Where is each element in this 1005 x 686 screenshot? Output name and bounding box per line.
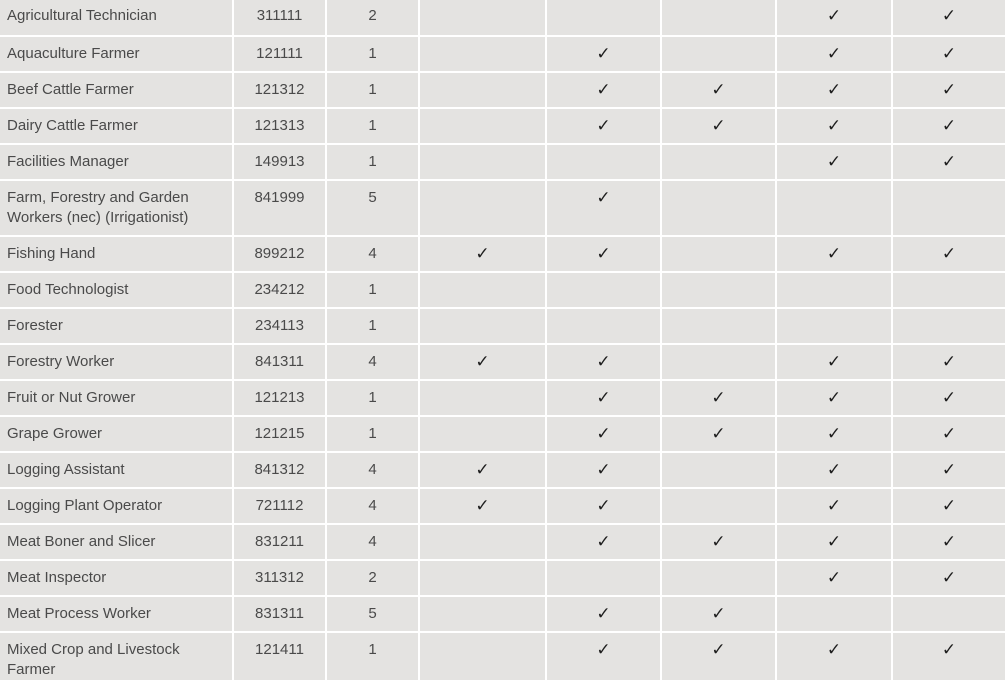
anzsco-code-cell: 121213 — [233, 380, 326, 416]
checkmark-icon: ✓ — [711, 604, 726, 623]
table-row — [0, 560, 1005, 596]
skill-level-cell: 1 — [326, 72, 419, 108]
check-cell — [419, 0, 546, 36]
check-cell — [661, 632, 776, 680]
checkmark-icon: ✓ — [826, 352, 842, 371]
check-cell — [419, 144, 546, 180]
check-cell — [776, 180, 892, 236]
anzsco-code-cell: 899212 — [233, 236, 326, 272]
anzsco-code-cell: 311312 — [233, 560, 326, 596]
table-row — [0, 416, 1005, 452]
check-cell — [776, 72, 892, 108]
check-cell — [892, 380, 1005, 416]
skill-level-cell: 1 — [326, 272, 419, 308]
check-cell — [776, 272, 892, 308]
check-cell — [776, 36, 892, 72]
checkmark-icon: ✓ — [596, 424, 611, 443]
skill-level-cell: 1 — [326, 308, 419, 344]
table-row — [0, 488, 1005, 524]
anzsco-code-cell: 121215 — [233, 416, 326, 452]
checkmark-icon: ✓ — [711, 640, 726, 659]
occupation-cell: Agricultural Technician — [0, 0, 233, 36]
check-cell — [419, 72, 546, 108]
occupation-cell: Meat Inspector — [0, 560, 233, 596]
anzsco-code-cell: 121313 — [233, 108, 326, 144]
checkmark-icon: ✓ — [596, 188, 611, 207]
checkmark-icon: ✓ — [941, 80, 957, 99]
check-cell — [892, 180, 1005, 236]
occupation-cell: Fishing Hand — [0, 236, 233, 272]
checkmark-icon: ✓ — [941, 44, 957, 63]
skill-level-cell: 1 — [326, 380, 419, 416]
checkmark-icon: ✓ — [596, 604, 611, 623]
checkmark-icon: ✓ — [941, 388, 957, 407]
anzsco-code-cell: 831311 — [233, 596, 326, 632]
check-cell — [661, 180, 776, 236]
checkmark-icon: ✓ — [941, 116, 957, 135]
check-cell — [419, 416, 546, 452]
checkmark-icon: ✓ — [941, 152, 957, 171]
checkmark-icon: ✓ — [941, 6, 957, 25]
check-cell — [546, 36, 661, 72]
checkmark-icon: ✓ — [826, 80, 842, 99]
check-cell — [661, 0, 776, 36]
check-cell — [776, 452, 892, 488]
checkmark-icon: ✓ — [826, 6, 842, 25]
checkmark-icon: ✓ — [941, 496, 957, 515]
check-cell — [419, 236, 546, 272]
anzsco-code-cell: 311111 — [233, 0, 326, 36]
checkmark-icon: ✓ — [941, 532, 957, 551]
checkmark-icon: ✓ — [711, 80, 726, 99]
checkmark-icon: ✓ — [941, 568, 957, 587]
table-row — [0, 108, 1005, 144]
checkmark-icon: ✓ — [596, 640, 611, 659]
skill-level-cell: 1 — [326, 632, 419, 680]
check-cell — [776, 344, 892, 380]
check-cell — [546, 344, 661, 380]
check-cell — [546, 308, 661, 344]
check-cell — [776, 308, 892, 344]
check-cell — [546, 72, 661, 108]
check-cell — [776, 108, 892, 144]
check-cell — [661, 488, 776, 524]
anzsco-code-cell: 831211 — [233, 524, 326, 560]
checkmark-icon: ✓ — [475, 244, 490, 263]
occupation-cell: Aquaculture Farmer — [0, 36, 233, 72]
check-cell — [661, 72, 776, 108]
check-cell — [892, 524, 1005, 560]
check-cell — [776, 596, 892, 632]
occupation-cell: Logging Plant Operator — [0, 488, 233, 524]
checkmark-icon: ✓ — [941, 424, 957, 443]
checkmark-icon: ✓ — [596, 460, 611, 479]
check-cell — [661, 524, 776, 560]
check-cell — [892, 308, 1005, 344]
checkmark-icon: ✓ — [826, 460, 842, 479]
check-cell — [892, 344, 1005, 380]
check-cell — [661, 272, 776, 308]
checkmark-icon: ✓ — [941, 352, 957, 371]
skill-level-cell: 1 — [326, 108, 419, 144]
check-cell — [661, 596, 776, 632]
checkmark-icon: ✓ — [596, 352, 611, 371]
anzsco-code-cell: 121111 — [233, 36, 326, 72]
check-cell — [892, 144, 1005, 180]
check-cell — [546, 380, 661, 416]
skill-level-cell: 4 — [326, 524, 419, 560]
check-cell — [419, 524, 546, 560]
anzsco-code-cell: 234212 — [233, 272, 326, 308]
checkmark-icon: ✓ — [826, 44, 842, 63]
check-cell — [546, 0, 661, 36]
anzsco-code-cell: 841311 — [233, 344, 326, 380]
check-cell — [661, 236, 776, 272]
checkmark-icon: ✓ — [826, 152, 842, 171]
check-cell — [892, 488, 1005, 524]
check-cell — [892, 632, 1005, 680]
table-row — [0, 180, 1005, 236]
check-cell — [661, 36, 776, 72]
table-row — [0, 344, 1005, 380]
check-cell — [776, 236, 892, 272]
check-cell — [419, 488, 546, 524]
check-cell — [546, 272, 661, 308]
checkmark-icon: ✓ — [596, 244, 611, 263]
check-cell — [776, 488, 892, 524]
checkmark-icon: ✓ — [941, 460, 957, 479]
check-cell — [419, 452, 546, 488]
check-cell — [776, 0, 892, 36]
checkmark-icon: ✓ — [711, 388, 726, 407]
occupation-cell: Mixed Crop and Livestock Farmer — [0, 632, 233, 680]
skill-level-cell: 5 — [326, 180, 419, 236]
check-cell — [661, 308, 776, 344]
check-cell — [776, 144, 892, 180]
check-cell — [776, 416, 892, 452]
table-row — [0, 0, 1005, 36]
skill-level-cell: 1 — [326, 416, 419, 452]
check-cell — [892, 596, 1005, 632]
check-cell — [419, 596, 546, 632]
check-cell — [419, 380, 546, 416]
check-cell — [546, 596, 661, 632]
table-row — [0, 380, 1005, 416]
occupation-cell: Logging Assistant — [0, 452, 233, 488]
check-cell — [419, 180, 546, 236]
skill-level-cell: 4 — [326, 236, 419, 272]
skill-level-cell: 4 — [326, 452, 419, 488]
check-cell — [892, 108, 1005, 144]
occupation-cell: Facilities Manager — [0, 144, 233, 180]
anzsco-code-cell: 149913 — [233, 144, 326, 180]
check-cell — [776, 380, 892, 416]
occupation-cell: Food Technologist — [0, 272, 233, 308]
check-cell — [419, 272, 546, 308]
checkmark-icon: ✓ — [826, 424, 842, 443]
check-cell — [892, 72, 1005, 108]
anzsco-code-cell: 121411 — [233, 632, 326, 680]
checkmark-icon: ✓ — [826, 532, 842, 551]
checkmark-icon: ✓ — [826, 388, 842, 407]
table-row — [0, 236, 1005, 272]
checkmark-icon: ✓ — [711, 116, 726, 135]
checkmark-icon: ✓ — [826, 244, 842, 263]
check-cell — [892, 272, 1005, 308]
check-cell — [419, 308, 546, 344]
occupation-cell: Forestry Worker — [0, 344, 233, 380]
table-row — [0, 632, 1005, 680]
occupation-cell: Beef Cattle Farmer — [0, 72, 233, 108]
table-row — [0, 36, 1005, 72]
check-cell — [892, 560, 1005, 596]
check-cell — [661, 416, 776, 452]
check-cell — [546, 632, 661, 680]
checkmark-icon: ✓ — [596, 44, 611, 63]
check-cell — [776, 524, 892, 560]
check-cell — [546, 524, 661, 560]
checkmark-icon: ✓ — [596, 388, 611, 407]
check-cell — [661, 452, 776, 488]
checkmark-icon: ✓ — [711, 532, 726, 551]
checkmark-icon: ✓ — [596, 80, 611, 99]
check-cell — [546, 452, 661, 488]
check-cell — [546, 560, 661, 596]
check-cell — [419, 36, 546, 72]
check-cell — [892, 36, 1005, 72]
skill-level-cell: 4 — [326, 344, 419, 380]
occupation-cell: Dairy Cattle Farmer — [0, 108, 233, 144]
check-cell — [546, 488, 661, 524]
checkmark-icon: ✓ — [596, 116, 611, 135]
table-row — [0, 144, 1005, 180]
check-cell — [661, 144, 776, 180]
table-row — [0, 72, 1005, 108]
checkmark-icon: ✓ — [826, 496, 842, 515]
checkmark-icon: ✓ — [475, 352, 490, 371]
skill-level-cell: 1 — [326, 144, 419, 180]
occupation-cell: Meat Boner and Slicer — [0, 524, 233, 560]
anzsco-code-cell: 841999 — [233, 180, 326, 236]
table-row — [0, 272, 1005, 308]
occupation-cell: Meat Process Worker — [0, 596, 233, 632]
occupation-cell: Forester — [0, 308, 233, 344]
check-cell — [661, 344, 776, 380]
check-cell — [661, 560, 776, 596]
checkmark-icon: ✓ — [475, 496, 490, 515]
checkmark-icon: ✓ — [596, 496, 611, 515]
check-cell — [546, 180, 661, 236]
check-cell — [661, 380, 776, 416]
table-row — [0, 452, 1005, 488]
check-cell — [546, 416, 661, 452]
check-cell — [419, 344, 546, 380]
skill-level-cell: 1 — [326, 36, 419, 72]
anzsco-code-cell: 234113 — [233, 308, 326, 344]
checkmark-icon: ✓ — [711, 424, 726, 443]
table-row — [0, 524, 1005, 560]
occupation-cell: Grape Grower — [0, 416, 233, 452]
skill-level-cell: 5 — [326, 596, 419, 632]
skill-level-cell: 2 — [326, 0, 419, 36]
checkmark-icon: ✓ — [826, 640, 842, 659]
checkmark-icon: ✓ — [826, 116, 842, 135]
table-row — [0, 596, 1005, 632]
check-cell — [776, 632, 892, 680]
check-cell — [776, 560, 892, 596]
check-cell — [892, 0, 1005, 36]
check-cell — [546, 108, 661, 144]
table-row — [0, 308, 1005, 344]
check-cell — [892, 452, 1005, 488]
check-cell — [546, 236, 661, 272]
check-cell — [419, 108, 546, 144]
anzsco-code-cell: 121312 — [233, 72, 326, 108]
check-cell — [661, 108, 776, 144]
checkmark-icon: ✓ — [596, 532, 611, 551]
check-cell — [892, 416, 1005, 452]
checkmark-icon: ✓ — [475, 460, 490, 479]
anzsco-code-cell: 841312 — [233, 452, 326, 488]
check-cell — [419, 560, 546, 596]
skill-level-cell: 2 — [326, 560, 419, 596]
checkmark-icon: ✓ — [941, 640, 957, 659]
checkmark-icon: ✓ — [826, 568, 842, 587]
check-cell — [419, 632, 546, 680]
skill-level-cell: 4 — [326, 488, 419, 524]
check-cell — [546, 144, 661, 180]
occupation-cell: Fruit or Nut Grower — [0, 380, 233, 416]
anzsco-code-cell: 721112 — [233, 488, 326, 524]
check-cell — [892, 236, 1005, 272]
occupation-cell: Farm, Forestry and Garden Workers (nec) (Irrigationist) — [0, 180, 233, 236]
checkmark-icon: ✓ — [941, 244, 957, 263]
